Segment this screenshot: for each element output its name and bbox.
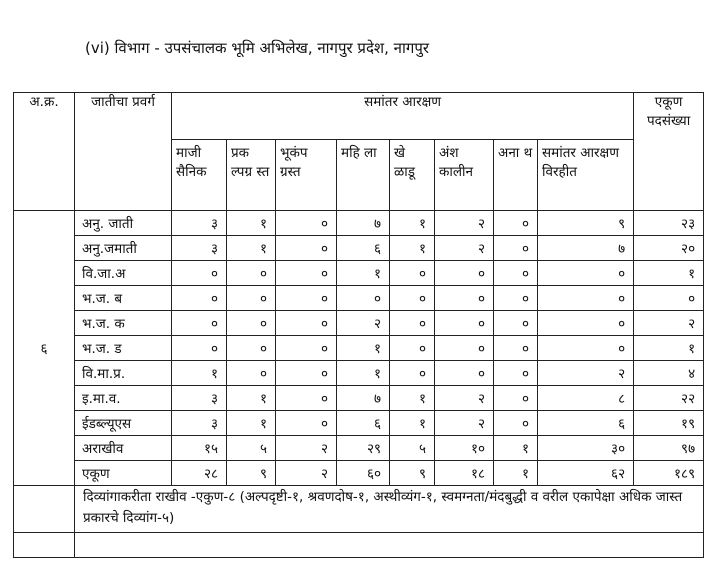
table-row bbox=[14, 311, 704, 336]
total-cell: ० bbox=[634, 286, 704, 311]
value-cell: ० bbox=[276, 261, 337, 286]
page-title: (vi) विभाग - उपसंचालक भूमि अभिलेख, नागपुर प्रदेश, नागपुर bbox=[85, 39, 429, 57]
value-cell: ० bbox=[227, 261, 276, 286]
value-cell: ६२ bbox=[538, 461, 634, 486]
value-cell: ० bbox=[276, 211, 337, 236]
value-cell: ३ bbox=[172, 236, 227, 261]
category-cell: ईडब्ल्यूएस bbox=[75, 411, 172, 436]
value-cell: ९ bbox=[538, 211, 634, 236]
total-cell: २ bbox=[634, 311, 704, 336]
value-cell: १ bbox=[337, 361, 390, 386]
value-cell: ० bbox=[435, 286, 494, 311]
category-cell: भ.ज. ब bbox=[75, 286, 172, 311]
table-row bbox=[14, 336, 704, 361]
value-cell: ६ bbox=[337, 236, 390, 261]
total-cell: ९७ bbox=[634, 436, 704, 461]
value-cell: ० bbox=[538, 286, 634, 311]
category-cell: भ.ज. ड bbox=[75, 336, 172, 361]
value-cell: ० bbox=[227, 361, 276, 386]
value-cell: १ bbox=[390, 211, 435, 236]
value-cell: ५ bbox=[390, 436, 435, 461]
total-cell: १ bbox=[634, 261, 704, 286]
subheader-earthquake-affected: भूकंप ग्रस्त bbox=[276, 140, 337, 211]
value-cell: ० bbox=[276, 386, 337, 411]
total-cell: २२ bbox=[634, 386, 704, 411]
value-cell: ० bbox=[172, 286, 227, 311]
value-cell: १ bbox=[227, 211, 276, 236]
category-cell: अनु. जाती bbox=[75, 211, 172, 236]
category-cell: एकूण bbox=[75, 461, 172, 486]
value-cell: २९ bbox=[337, 436, 390, 461]
value-cell: १ bbox=[337, 336, 390, 361]
total-cell: १८९ bbox=[634, 461, 704, 486]
value-cell: १५ bbox=[172, 436, 227, 461]
value-cell: ० bbox=[390, 311, 435, 336]
value-cell: ० bbox=[435, 336, 494, 361]
category-cell: अनु.जमाती bbox=[75, 236, 172, 261]
empty-row bbox=[14, 533, 704, 558]
value-cell: ० bbox=[390, 286, 435, 311]
value-cell: ० bbox=[276, 361, 337, 386]
category-cell: भ.ज. क bbox=[75, 311, 172, 336]
reservation-table bbox=[13, 92, 704, 558]
value-cell: २ bbox=[337, 311, 390, 336]
parallel-reservation-header: समांतर आरक्षण bbox=[172, 93, 634, 140]
value-cell: ३० bbox=[538, 436, 634, 461]
value-cell: ५ bbox=[227, 436, 276, 461]
value-cell: ३ bbox=[172, 211, 227, 236]
table-row bbox=[14, 461, 704, 486]
value-cell: ६ bbox=[337, 411, 390, 436]
value-cell: ० bbox=[494, 311, 538, 336]
subheader-sportsperson: खे ळाडू bbox=[390, 140, 435, 211]
value-cell: ० bbox=[494, 236, 538, 261]
subheader-ex-servicemen: माजी सैनिक bbox=[172, 140, 227, 211]
value-cell: ० bbox=[494, 386, 538, 411]
value-cell: २ bbox=[435, 386, 494, 411]
value-cell: १ bbox=[227, 386, 276, 411]
table-row bbox=[14, 411, 704, 436]
total-cell: १ bbox=[634, 336, 704, 361]
value-cell: ० bbox=[390, 336, 435, 361]
value-cell: ० bbox=[172, 336, 227, 361]
table-row bbox=[14, 361, 704, 386]
value-cell: ० bbox=[276, 236, 337, 261]
value-cell: ० bbox=[435, 361, 494, 386]
table-row bbox=[14, 261, 704, 286]
value-cell: २८ bbox=[172, 461, 227, 486]
value-cell: २ bbox=[435, 211, 494, 236]
disability-note: दिव्यांगाकरीता राखीव -एकुण-८ (अल्पदृष्टी-१, श्रवणदोष-१, अस्थीव्यंग-१, स्वमग्नता/मंदबुद्धी व वरील एकापेक्षा अधिक जास्त प्रकारचे दिव्यांग-५) bbox=[75, 486, 704, 533]
table-row bbox=[14, 211, 704, 236]
category-cell: वि.जा.अ bbox=[75, 261, 172, 286]
table-row bbox=[14, 386, 704, 411]
value-cell: ९ bbox=[390, 461, 435, 486]
value-cell: २ bbox=[276, 461, 337, 486]
value-cell: १ bbox=[494, 436, 538, 461]
sr-no-cell: ६ bbox=[14, 211, 75, 486]
value-cell: ० bbox=[538, 311, 634, 336]
value-cell: ६० bbox=[337, 461, 390, 486]
value-cell: ७ bbox=[337, 211, 390, 236]
value-cell: १ bbox=[227, 236, 276, 261]
value-cell: ८ bbox=[538, 386, 634, 411]
value-cell: ० bbox=[276, 286, 337, 311]
table-row bbox=[14, 286, 704, 311]
sr-no-header: अ.क्र. bbox=[14, 93, 75, 211]
category-cell: इ.मा.व. bbox=[75, 386, 172, 411]
value-cell: ६ bbox=[538, 411, 634, 436]
total-cell: ४ bbox=[634, 361, 704, 386]
subheader-women: महि ला bbox=[337, 140, 390, 211]
value-cell: ० bbox=[435, 311, 494, 336]
value-cell: २ bbox=[538, 361, 634, 386]
value-cell: ० bbox=[435, 261, 494, 286]
caste-category-header: जातीचा प्रवर्ग bbox=[75, 93, 172, 211]
value-cell: ७ bbox=[337, 386, 390, 411]
value-cell: ० bbox=[337, 286, 390, 311]
value-cell: ० bbox=[494, 411, 538, 436]
value-cell: १ bbox=[337, 261, 390, 286]
value-cell: ० bbox=[494, 286, 538, 311]
value-cell: १ bbox=[390, 236, 435, 261]
total-cell: २० bbox=[634, 236, 704, 261]
value-cell: ० bbox=[276, 411, 337, 436]
value-cell: ० bbox=[172, 311, 227, 336]
value-cell: २ bbox=[435, 236, 494, 261]
value-cell: ० bbox=[227, 286, 276, 311]
value-cell: १ bbox=[172, 361, 227, 386]
value-cell: ० bbox=[494, 336, 538, 361]
value-cell: ० bbox=[494, 361, 538, 386]
subheader-without-parallel: समांतर आरक्षण विरहीत bbox=[538, 140, 634, 211]
table-row bbox=[14, 436, 704, 461]
value-cell: १ bbox=[390, 411, 435, 436]
value-cell: ० bbox=[276, 311, 337, 336]
value-cell: ० bbox=[494, 261, 538, 286]
value-cell: ० bbox=[227, 311, 276, 336]
table-row bbox=[14, 236, 704, 261]
total-cell: १९ bbox=[634, 411, 704, 436]
value-cell: ० bbox=[276, 336, 337, 361]
value-cell: ९ bbox=[227, 461, 276, 486]
subheader-orphan: अना थ bbox=[494, 140, 538, 211]
empty-cell bbox=[75, 533, 704, 558]
category-cell: अराखीव bbox=[75, 436, 172, 461]
value-cell: ० bbox=[390, 261, 435, 286]
value-cell: १ bbox=[390, 386, 435, 411]
note-row bbox=[14, 486, 704, 533]
value-cell: ० bbox=[172, 261, 227, 286]
value-cell: ७ bbox=[538, 236, 634, 261]
value-cell: १ bbox=[494, 461, 538, 486]
value-cell: ० bbox=[494, 211, 538, 236]
subheader-part-time: अंश कालीन bbox=[435, 140, 494, 211]
blank-cell bbox=[14, 486, 75, 533]
value-cell: २ bbox=[435, 411, 494, 436]
value-cell: ० bbox=[538, 336, 634, 361]
value-cell: ० bbox=[227, 336, 276, 361]
value-cell: २ bbox=[276, 436, 337, 461]
header-row bbox=[14, 93, 704, 140]
value-cell: ० bbox=[538, 261, 634, 286]
empty-cell bbox=[14, 533, 75, 558]
value-cell: ३ bbox=[172, 386, 227, 411]
value-cell: १८ bbox=[435, 461, 494, 486]
value-cell: ० bbox=[390, 361, 435, 386]
subheader-project-affected: प्रक ल्पग्र स्त bbox=[227, 140, 276, 211]
total-cell: २३ bbox=[634, 211, 704, 236]
category-cell: वि.मा.प्र. bbox=[75, 361, 172, 386]
total-posts-header: एकूण पदसंख्या bbox=[634, 93, 704, 211]
value-cell: १० bbox=[435, 436, 494, 461]
value-cell: १ bbox=[227, 411, 276, 436]
value-cell: ३ bbox=[172, 411, 227, 436]
